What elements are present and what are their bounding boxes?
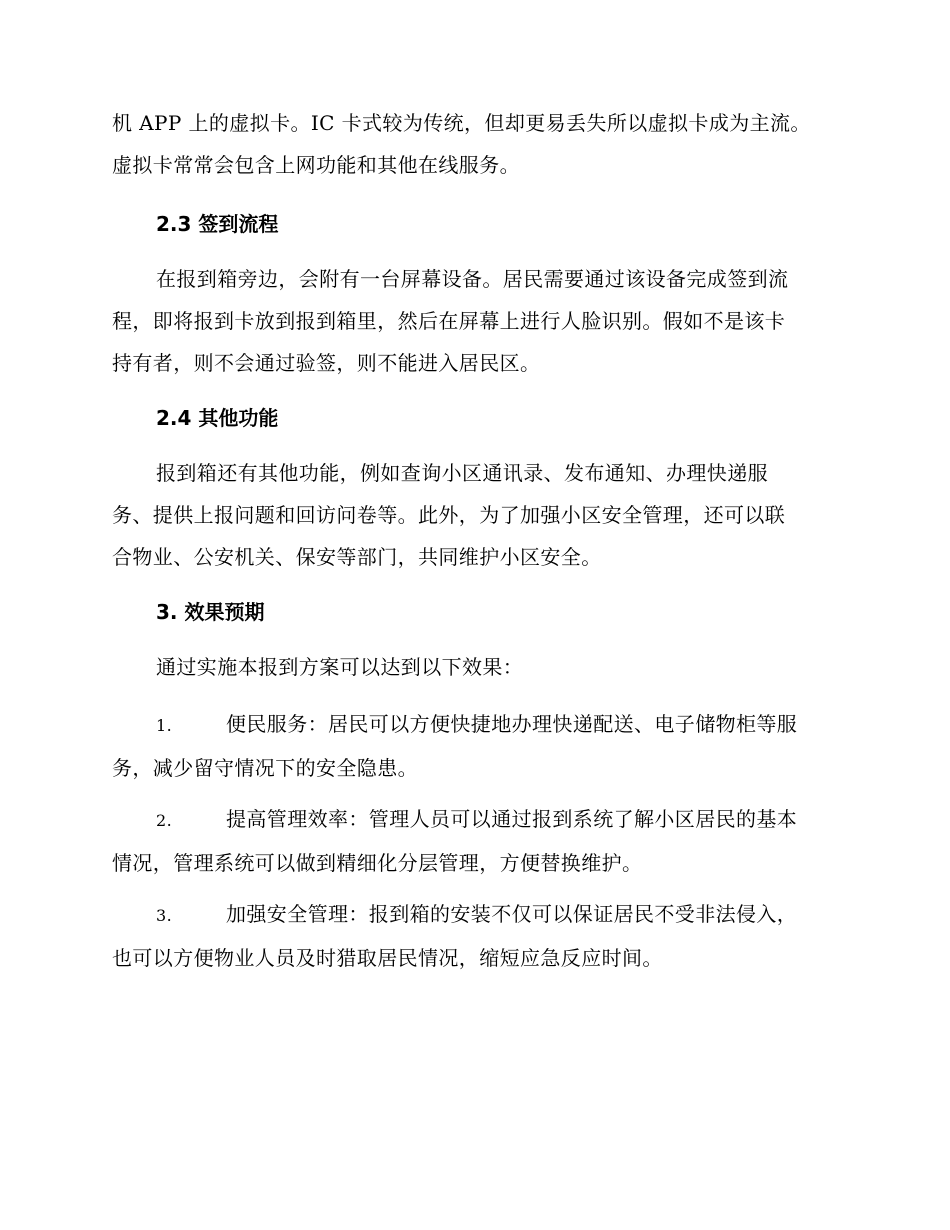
list-item-number: 2. xyxy=(156,811,173,830)
list-item-continuation: 也可以方便物业人员及时猎取居民情况，缩短应急反应时间。 xyxy=(112,946,663,970)
paragraph-line: 通过实施本报到方案可以达到以下效果： xyxy=(156,655,524,679)
list-item-continuation: 情况，管理系统可以做到精细化分层管理，方便替换维护。 xyxy=(112,851,643,875)
list-item-text: 加强安全管理：报到箱的安装不仅可以保证居民不受非法侵入， xyxy=(226,902,798,926)
list-item-text: 便民服务：居民可以方便快捷地办理快递配送、电子储物柜等服 xyxy=(226,712,798,736)
paragraph-line: 在报到箱旁边，会附有一台屏幕设备。居民需要通过该设备完成签到流 xyxy=(156,267,789,291)
paragraph-line: 虚拟卡常常会包含上网功能和其他在线服务。 xyxy=(112,153,520,177)
section-heading-3: 3. 效果预期 xyxy=(156,600,265,624)
list-item-first-line xyxy=(112,893,837,937)
list-item-continuation: 务，减少留守情况下的安全隐患。 xyxy=(112,756,418,780)
list-item xyxy=(112,703,837,789)
list-item xyxy=(112,893,837,979)
section-2-4-paragraph xyxy=(112,452,837,578)
paragraph-line: 报到箱还有其他功能，例如查询小区通讯录、发布通知、办理快递服 xyxy=(156,461,768,485)
list-item xyxy=(112,798,837,884)
paragraph-line: 务、提供上报问题和回访问卷等。此外，为了加强小区安全管理，还可以联 xyxy=(112,503,786,527)
paragraph-line: 持有者，则不会通过验签，则不能进入居民区。 xyxy=(112,351,541,375)
list-item-number: 3. xyxy=(156,906,173,925)
paragraph-line: 机 APP 上的虚拟卡。IC 卡式较为传统，但却更易丢失所以虚拟卡成为主流。 xyxy=(112,111,811,135)
intro-paragraph xyxy=(112,102,837,186)
section-heading-2-3: 2.3 签到流程 xyxy=(156,212,279,236)
section-heading-2-4: 2.4 其他功能 xyxy=(156,406,279,430)
list-item-first-line xyxy=(112,798,837,842)
section-3-intro xyxy=(112,646,837,688)
list-item-first-line xyxy=(112,703,837,747)
list-item-text: 提高管理效率：管理人员可以通过报到系统了解小区居民的基本 xyxy=(226,807,798,831)
section-2-3-paragraph xyxy=(112,258,837,384)
paragraph-line: 合物业、公安机关、保安等部门，共同维护小区安全。 xyxy=(112,545,602,569)
paragraph-line: 程，即将报到卡放到报到箱里，然后在屏幕上进行人脸识别。假如不是该卡 xyxy=(112,309,786,333)
list-item-number: 1. xyxy=(156,716,173,735)
